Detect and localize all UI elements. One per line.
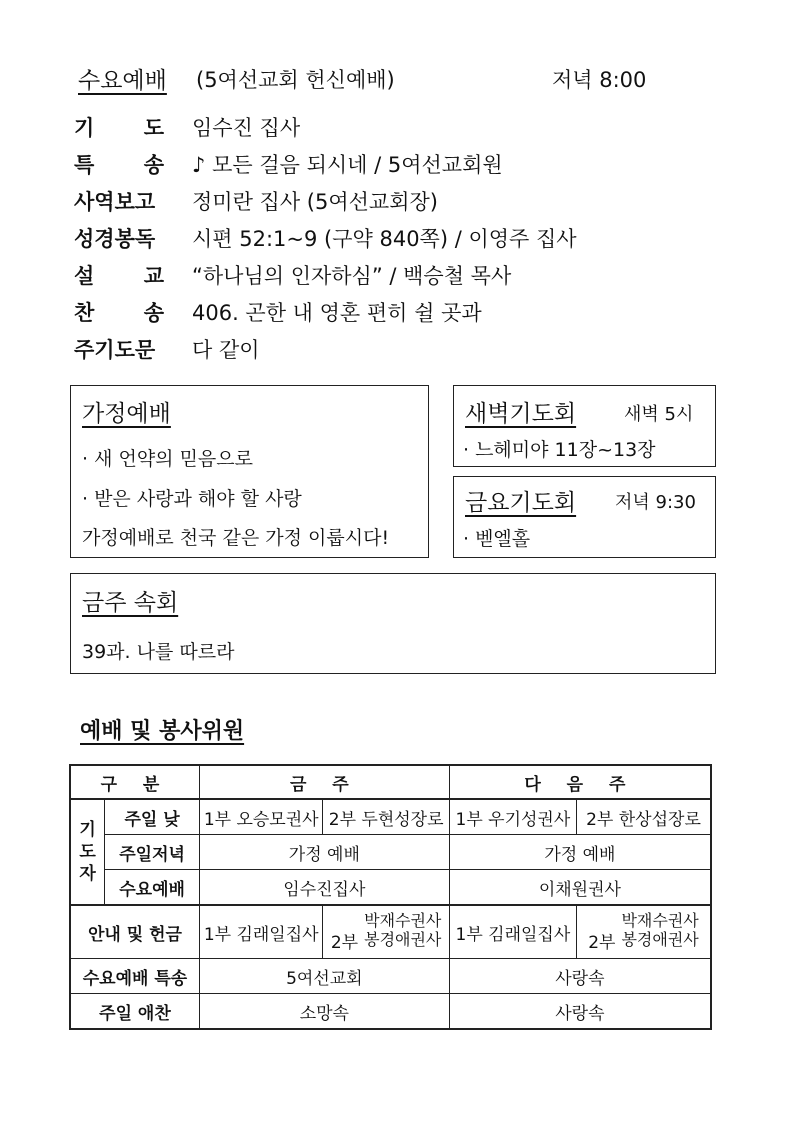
family-worship-line: 가정예배로 천국 같은 가정 이룹시다! xyxy=(82,527,390,549)
order-value: 406. 곤한 내 영혼 편히 쉴 곳과 xyxy=(192,301,482,325)
table-header-row xyxy=(70,765,711,799)
family-worship-line: · 새 언약의 믿음으로 xyxy=(82,448,253,470)
row-label: 주일 낮 xyxy=(105,799,200,835)
table-row xyxy=(70,994,711,1030)
row-label: 안내 및 헌금 xyxy=(70,905,199,959)
table-row xyxy=(70,799,711,835)
friday-prayer-box xyxy=(453,476,716,558)
table-cell: 이채원권사 xyxy=(449,870,711,906)
dawn-prayer-box xyxy=(453,385,716,467)
table-cell: 1부 오승모권사 xyxy=(199,799,323,835)
table-cell: 5여선교회 xyxy=(199,959,449,994)
order-label: 특 송 xyxy=(74,153,164,177)
row-label: 수요예배 특송 xyxy=(70,959,199,994)
order-label: 주기도문 xyxy=(74,338,156,362)
table-row xyxy=(70,905,711,959)
order-value: 임수진 집사 xyxy=(192,116,301,140)
order-value: “하나님의 인자하심” / 백승철 목사 xyxy=(192,264,512,288)
table-cell: 가정 예배 xyxy=(199,835,449,870)
order-row-special-song xyxy=(74,146,503,182)
table-cell: 소망속 xyxy=(199,994,449,1030)
family-worship-title: 가정예배 xyxy=(82,401,171,427)
table-row xyxy=(70,835,711,870)
friday-prayer-time: 저녁 9:30 xyxy=(615,492,696,513)
order-row-sermon xyxy=(74,257,511,293)
table-cell: 사랑속 xyxy=(449,959,711,994)
order-value: ♪ 모든 걸음 되시네 / 5여선교회원 xyxy=(192,153,503,177)
dawn-prayer-title: 새벽기도회 xyxy=(465,401,577,427)
row-label: 주일 애찬 xyxy=(70,994,199,1030)
order-value: 다 같이 xyxy=(192,338,260,362)
wednesday-service-time: 저녁 8:00 xyxy=(552,68,647,92)
table-cell: 2부박재수권사 봉경애권사 xyxy=(323,905,449,959)
order-row-ministry-report xyxy=(74,183,438,219)
order-row-lords-prayer xyxy=(74,331,260,367)
prayer-group-label: 기 도 자 xyxy=(70,799,105,905)
header-this-week: 금 주 xyxy=(199,765,449,799)
table-cell: 2부 한상섭장로 xyxy=(576,799,711,835)
header-category: 구 분 xyxy=(70,765,199,799)
order-label: 설 교 xyxy=(74,264,164,288)
committee-table xyxy=(69,764,712,1030)
friday-prayer-title: 금요기도회 xyxy=(465,490,577,516)
order-label: 기 도 xyxy=(74,116,164,140)
table-cell: 임수진집사 xyxy=(199,870,449,906)
order-row-prayer xyxy=(74,109,300,145)
committee-title: 예배 및 봉사위원 xyxy=(80,719,245,744)
order-value: 정미란 집사 (5여선교회장) xyxy=(192,190,438,214)
order-row-scripture xyxy=(74,220,577,256)
cell-meeting-line: 39과. 나를 따르라 xyxy=(82,641,235,663)
friday-prayer-line: · 벧엘홀 xyxy=(463,528,531,550)
row-label: 주일저녁 xyxy=(105,835,200,870)
table-cell: 1부 우기성권사 xyxy=(449,799,576,835)
table-cell: 2부 두현성장로 xyxy=(323,799,449,835)
family-worship-line: · 받은 사랑과 해야 할 사랑 xyxy=(82,488,302,510)
table-row xyxy=(70,870,711,906)
order-label: 찬 송 xyxy=(74,301,164,325)
row-label: 수요예배 xyxy=(105,870,200,906)
cell-meeting-box xyxy=(70,573,716,674)
table-cell: 사랑속 xyxy=(449,994,711,1030)
header-next-week: 다 음 주 xyxy=(449,765,711,799)
order-label: 성경봉독 xyxy=(74,227,156,251)
table-cell: 가정 예배 xyxy=(449,835,711,870)
table-cell: 1부 김래일집사 xyxy=(199,905,323,959)
order-row-hymn xyxy=(74,294,482,330)
order-value: 시편 52:1~9 (구약 840쪽) / 이영주 집사 xyxy=(192,227,577,251)
table-row xyxy=(70,959,711,994)
wednesday-service-subtitle: (5여선교회 헌신예배) xyxy=(196,68,395,92)
family-worship-box xyxy=(70,385,429,558)
table-cell: 1부 김래일집사 xyxy=(449,905,576,959)
dawn-prayer-time: 새벽 5시 xyxy=(624,404,694,425)
table-cell: 2부박재수권사 봉경애권사 xyxy=(576,905,711,959)
cell-meeting-title: 금주 속회 xyxy=(82,590,179,616)
order-label: 사역보고 xyxy=(74,190,156,214)
dawn-prayer-line: · 느헤미야 11장~13장 xyxy=(463,439,656,461)
wednesday-service-title: 수요예배 xyxy=(78,68,167,94)
